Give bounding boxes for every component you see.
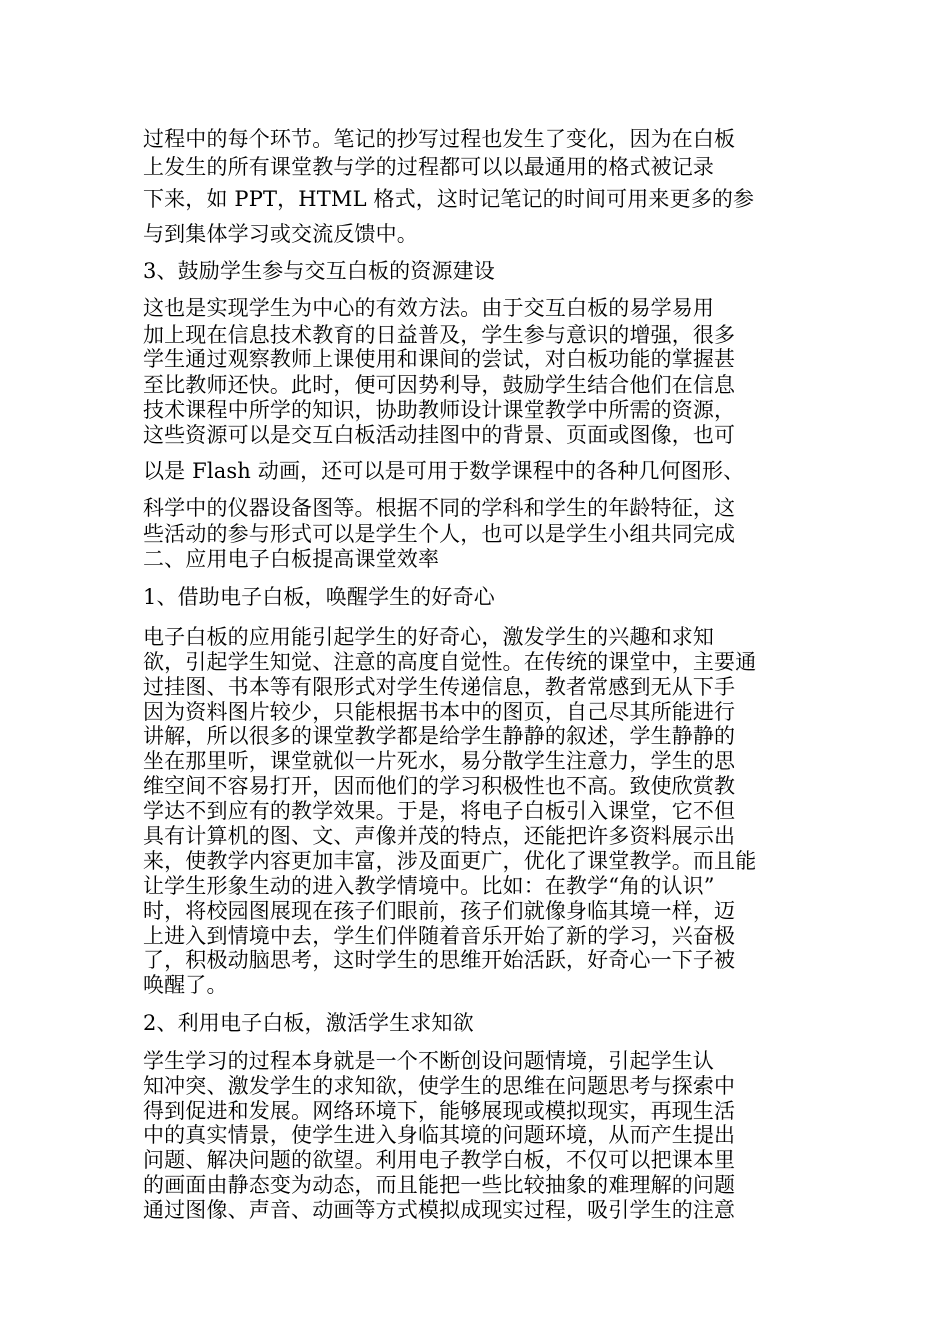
text-line: 这些资源可以是交互白板活动挂图中的背景、页面或图像，也可 — [143, 423, 736, 447]
text-line: 了，积极动脑思考，这时学生的思维开始活跃，好奇心一下子被 — [143, 948, 736, 972]
text-line: 让学生形象生动的进入教学情境中。比如：在教学“角的认识” — [143, 874, 715, 898]
text-line: 知冲突、激发学生的求知欲，使学生的思维在问题思考与探索中 — [143, 1074, 736, 1098]
text-line: 讲解，所以很多的课堂教学都是给学生静静的叙述，学生静静的 — [143, 724, 736, 748]
text-line: 上进入到情境中去，学生们伴随着音乐开始了新的学习，兴奋极 — [143, 924, 736, 948]
section-heading: 2、利用电子白板，激活学生求知欲 — [143, 1011, 474, 1035]
text-line: 下来，如 PPT，HTML 格式，这时记笔记的时间可用来更多的参 — [143, 187, 755, 211]
section-heading: 1、借助电子白板，唤醒学生的好奇心 — [143, 585, 495, 609]
text-line: 通过图像、声音、动画等方式模拟成现实过程，吸引学生的注意 — [143, 1198, 736, 1222]
text-line: 的画面由静态变为动态，而且能把一些比较抽象的难理解的问题 — [143, 1173, 736, 1197]
text-line: 科学中的仪器设备图等。根据不同的学科和学生的年龄特征，这 — [143, 496, 736, 520]
text-line: 至比教师还快。此时，便可因势利导，鼓励学生结合他们在信息 — [143, 373, 736, 397]
text-line: 上发生的所有课堂教与学的过程都可以以最通用的格式被记录 — [143, 155, 715, 179]
text-line: 这也是实现学生为中心的有效方法。由于交互白板的易学易用 — [143, 296, 715, 320]
section-heading: 3、鼓励学生参与交互白板的资源建设 — [143, 259, 495, 283]
text-line: 来，使教学内容更加丰富，涉及面更广，优化了课堂教学。而且能 — [143, 849, 757, 873]
text-line: 问题、解决问题的欲望。利用电子教学白板，不仅可以把课本里 — [143, 1148, 736, 1172]
text-line: 过挂图、书本等有限形式对学生传递信息，教者常感到无从下手 — [143, 675, 736, 699]
text-line: 学达不到应有的教学效果。于是，将电子白板引入课堂，它不但 — [143, 799, 736, 823]
text-line: 得到促进和发展。网络环境下，能够展现或模拟现实，再现生活 — [143, 1099, 736, 1123]
text-line: 过程中的每个环节。笔记的抄写过程也发生了变化，因为在白板 — [143, 127, 736, 151]
text-line: 维空间不容易打开，因而他们的学习积极性也不高。致使欣赏教 — [143, 774, 736, 798]
text-line: 时，将校园图展现在孩子们眼前，孩子们就像身临其境一样，迈 — [143, 899, 736, 923]
text-line: 欲，引起学生知觉、注意的高度自觉性。在传统的课堂中，主要通 — [143, 650, 757, 674]
text-line: 与到集体学习或交流反馈中。 — [143, 222, 418, 246]
text-line: 加上现在信息技术教育的日益普及，学生参与意识的增强，很多 — [143, 323, 736, 347]
text-line: 学生通过观察教师上课使用和课间的尝试，对白板功能的掌握甚 — [143, 347, 736, 371]
text-line: 具有计算机的图、文、声像并茂的特点，还能把许多资料展示出 — [143, 824, 736, 848]
text-line: 以是 Flash 动画，还可以是可用于数学课程中的各种几何图形、 — [143, 459, 745, 483]
text-line: 坐在那里听，课堂就似一片死水，易分散学生注意力，学生的思 — [143, 749, 736, 773]
section-heading: 二、应用电子白板提高课堂效率 — [143, 547, 440, 571]
text-line: 中的真实情景，使学生进入身临其境的问题环境，从而产生提出 — [143, 1123, 736, 1147]
text-line: 学生学习的过程本身就是一个不断创设问题情境，引起学生认 — [143, 1049, 715, 1073]
text-line: 唤醒了。 — [143, 973, 228, 997]
text-line: 技术课程中所学的知识，协助教师设计课堂教学中所需的资源， — [143, 398, 736, 422]
text-line: 些活动的参与形式可以是学生个人，也可以是学生小组共同完成 — [143, 522, 736, 546]
text-line: 电子白板的应用能引起学生的好奇心，激发学生的兴趣和求知 — [143, 625, 715, 649]
text-line: 因为资料图片较少，只能根据书本中的图页，自己尽其所能进行 — [143, 700, 736, 724]
